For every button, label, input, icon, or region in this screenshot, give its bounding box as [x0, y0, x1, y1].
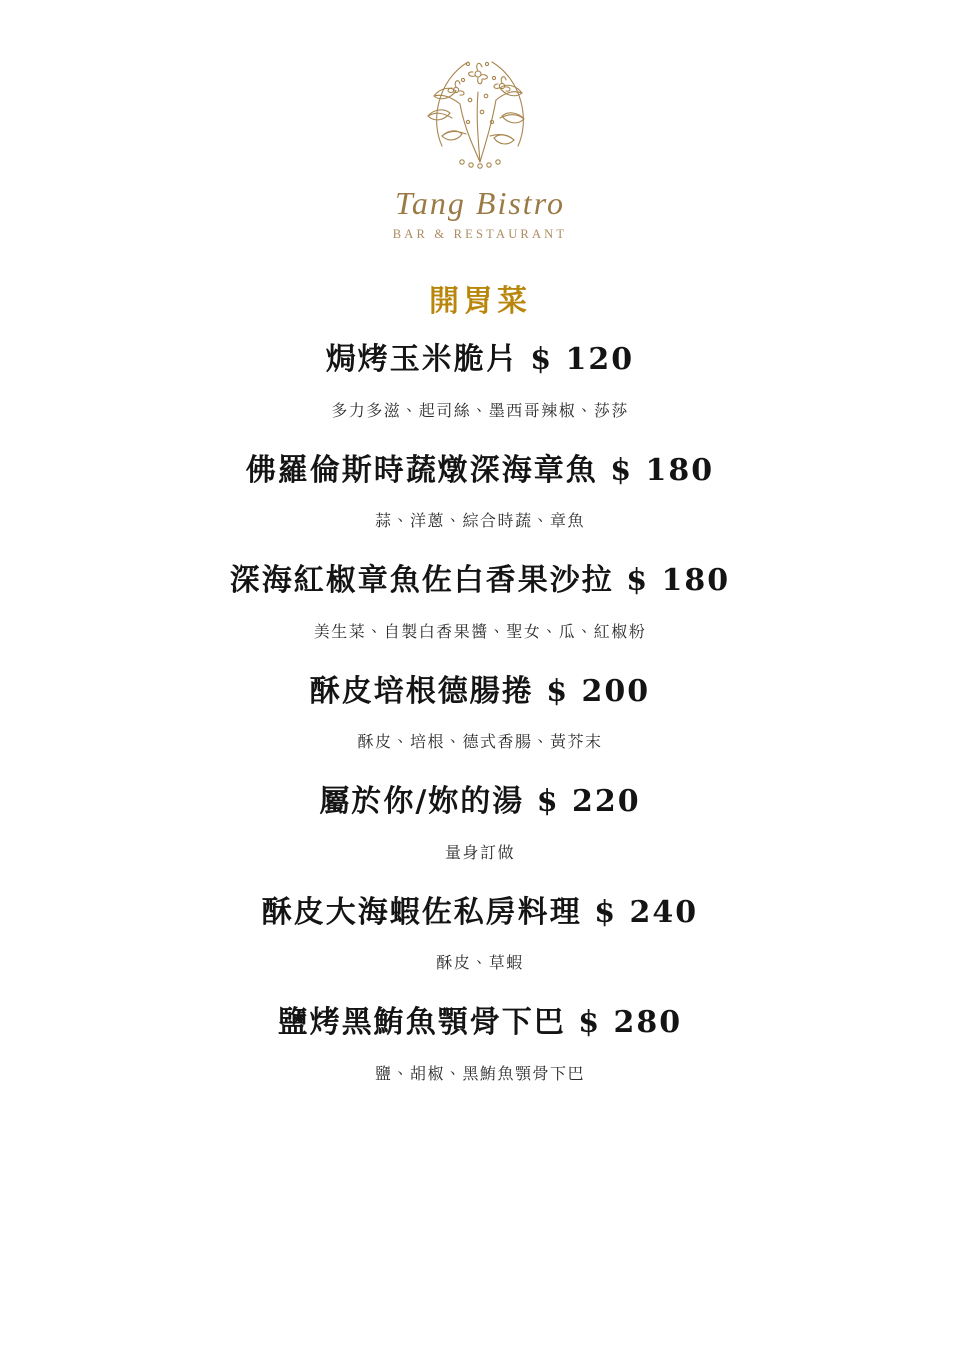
brand-header	[0, 0, 960, 242]
brand-tagline: BAR & RESTAURANT	[392, 227, 568, 242]
menu-item-description: 美生菜、自製白香果醬、聖女、瓜、紅椒粉	[313, 621, 647, 641]
menu-item	[0, 559, 960, 642]
menu-item-name: 屬於你/妳的湯 $ 220	[319, 784, 641, 820]
menu-list	[0, 338, 960, 1084]
floral-wreath-icon	[390, 34, 570, 184]
menu-item-description: 量身訂做	[444, 842, 515, 862]
menu-item-name: 深海紅椒章魚佐白香果沙拉 $ 180	[229, 563, 731, 599]
menu-item-description: 酥皮、草蝦	[436, 953, 524, 973]
menu-item-name: 酥皮大海蝦佐私房料理 $ 240	[261, 894, 699, 930]
menu-item	[0, 891, 960, 974]
menu-item-name: 酥皮培根德腸捲 $ 200	[309, 673, 651, 709]
menu-item	[0, 780, 960, 863]
menu-item	[0, 338, 960, 421]
menu-item-description: 酥皮、培根、德式香腸、黃芥末	[357, 732, 603, 752]
menu-item-description: 多力多滋、起司絲、墨西哥辣椒、莎莎	[331, 400, 629, 420]
menu-item-description: 蒜、洋蔥、綜合時蔬、章魚	[374, 511, 585, 531]
brand-name: Tang Bistro	[395, 185, 565, 221]
menu-item	[0, 670, 960, 753]
section-title: 開胃菜	[429, 284, 531, 320]
menu-item-name: 焗烤玉米脆片 $ 120	[325, 342, 635, 378]
menu-item-name: 鹽烤黑鮪魚顎骨下巴 $ 280	[277, 1005, 683, 1041]
menu-item	[0, 449, 960, 532]
menu-item	[0, 1001, 960, 1084]
menu-item-name: 佛羅倫斯時蔬燉深海章魚 $ 180	[245, 452, 715, 488]
menu-item-description: 鹽、胡椒、黑鮪魚顎骨下巴	[374, 1063, 585, 1083]
